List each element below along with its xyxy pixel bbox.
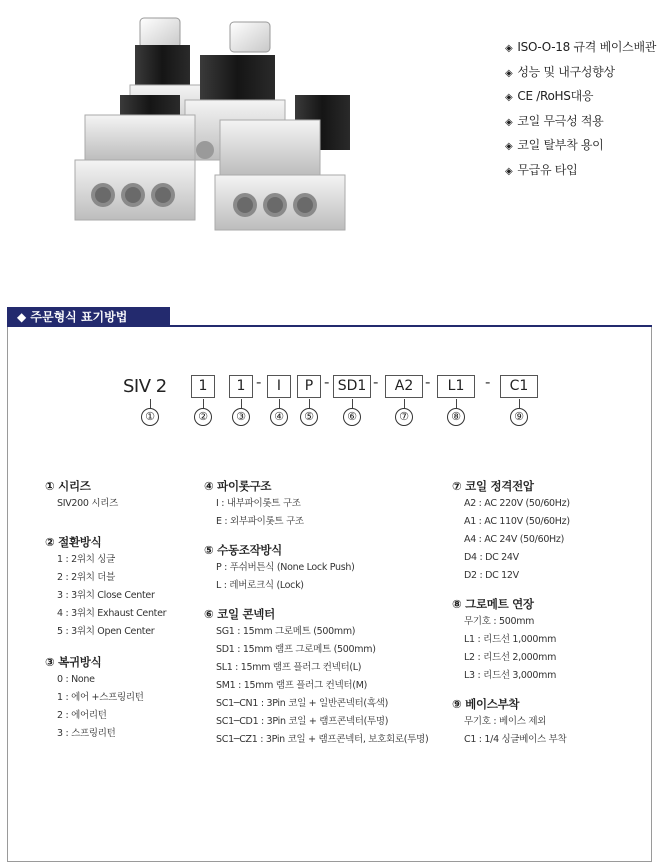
code-dash: - xyxy=(256,373,262,391)
code-stem xyxy=(150,399,151,408)
code-box-connector: SD1 xyxy=(333,375,371,398)
spec-item: D4 : DC 24V xyxy=(464,552,519,563)
code-dash: - xyxy=(373,373,379,391)
spec-group-return xyxy=(45,653,205,743)
spec-column-3 xyxy=(452,477,642,749)
code-index: ④ xyxy=(270,408,288,426)
spec-item: 2 : 에어리턴 xyxy=(57,710,107,721)
spec-item: A2 : AC 220V (50/60Hz) xyxy=(464,498,570,509)
code-stem xyxy=(519,399,520,408)
feature-list xyxy=(505,36,656,183)
spec-group-pilot xyxy=(204,477,444,531)
spec-item: SC1─CN1 : 3Pin 코일 + 일반콘넥터(흑색) xyxy=(216,698,389,709)
spec-item: I : 내부파이롯트 구조 xyxy=(216,498,301,509)
spec-item: L1 : 리드선 1,000mm xyxy=(464,634,557,645)
spec-group-series xyxy=(45,477,205,513)
spec-item: SIV200 시리즈 xyxy=(57,498,119,509)
spec-item: 무기호 : 500mm xyxy=(464,616,535,627)
section-title: ◆ 주문형식 표기방법 xyxy=(7,307,170,327)
feature-item: ◈ CE /RoHS대응 xyxy=(505,89,594,103)
spec-item: C1 : 1/4 싱글베이스 부착 xyxy=(464,734,567,745)
spec-item: 0 : None xyxy=(57,674,95,685)
spec-group-connector xyxy=(204,605,444,749)
diamond-bullet-icon: ◈ xyxy=(505,116,513,128)
spec-heading: ① 시리즈 xyxy=(45,479,91,493)
spec-item: P : 푸쉬버튼식 (None Lock Push) xyxy=(216,562,355,573)
code-stem xyxy=(352,399,353,408)
spec-item: SC1─CZ1 : 3Pin 코일 + 램프콘넥터, 보호회로(투명) xyxy=(216,734,429,745)
spec-item: SG1 : 15mm 그로메트 (500mm) xyxy=(216,626,356,637)
diamond-bullet-icon: ◈ xyxy=(505,141,513,152)
spec-item: 무기호 : 베이스 제외 xyxy=(464,716,547,727)
diamond-bullet-icon: ◈ xyxy=(505,67,513,79)
spec-heading: ⑥ 코일 콘넥터 xyxy=(204,607,275,621)
spec-item: L3 : 리드선 3,000mm xyxy=(464,670,557,681)
model-prefix: SIV 2 xyxy=(123,376,167,397)
spec-heading: ⑦ 코일 정격전압 xyxy=(452,479,534,493)
spec-item: SD1 : 15mm 램프 그로메트 (500mm) xyxy=(216,644,376,655)
code-box-switching: 1 xyxy=(191,375,215,398)
code-box-grommet: L1 xyxy=(437,375,475,398)
product-photo xyxy=(55,0,375,240)
diamond-bullet-icon: ◈ xyxy=(505,43,513,54)
spec-item: 3 : 스프링리턴 xyxy=(57,728,116,739)
spec-item: E : 외부파이롯트 구조 xyxy=(216,516,304,527)
code-index: ⑧ xyxy=(447,408,465,426)
spec-group-grommet xyxy=(452,595,642,685)
code-box-base: C1 xyxy=(500,375,538,398)
code-index: ⑤ xyxy=(300,408,318,426)
feature-item: ◈ 무급유 타입 xyxy=(505,162,578,177)
spec-item: 1 : 2위치 싱글 xyxy=(57,554,116,565)
code-box-manual: P xyxy=(297,375,321,398)
spec-item: SC1─CD1 : 3Pin 코일 + 램프콘넥터(투명) xyxy=(216,716,389,727)
spec-group-manual xyxy=(204,541,444,595)
spec-item: 4 : 3위치 Exhaust Center xyxy=(57,608,167,619)
spec-heading: ⑨ 베이스부착 xyxy=(452,697,520,711)
feature-item: ◈ 코일 탈부착 용이 xyxy=(505,138,604,152)
spec-item: SL1 : 15mm 램프 플러그 컨넥터(L) xyxy=(216,662,362,673)
code-dash: - xyxy=(485,373,491,391)
spec-item: SM1 : 15mm 램프 플러그 컨넥터(M) xyxy=(216,680,367,691)
spec-item: L : 레버로크식 (Lock) xyxy=(216,580,304,591)
spec-heading: ③ 복귀방식 xyxy=(45,655,102,669)
spec-heading: ⑧ 그로메트 연장 xyxy=(452,597,534,611)
code-index: ⑥ xyxy=(343,408,361,426)
spec-group-base xyxy=(452,695,642,749)
spec-heading: ④ 파이롯구조 xyxy=(204,479,272,493)
spec-heading: ② 절환방식 xyxy=(45,535,102,549)
code-dash: - xyxy=(324,373,330,391)
spec-column-1 xyxy=(45,477,205,743)
code-box-return: 1 xyxy=(229,375,253,398)
spec-group-voltage xyxy=(452,477,642,585)
code-index: ② xyxy=(194,408,212,426)
feature-item: ◈ ISO-O-18 규격 베이스배관 xyxy=(505,40,657,54)
code-stem xyxy=(309,399,310,408)
code-stem xyxy=(404,399,405,408)
code-index: ⑨ xyxy=(510,408,528,426)
spec-group-switching xyxy=(45,533,205,641)
diamond-bullet-icon: ◈ xyxy=(505,165,513,177)
spec-item: 2 : 2위치 더블 xyxy=(57,572,116,583)
code-index: ③ xyxy=(232,408,250,426)
spec-item: 1 : 에어 +스프링리턴 xyxy=(57,692,144,703)
spec-column-2 xyxy=(204,477,444,749)
spec-item: 3 : 3위치 Close Center xyxy=(57,590,155,601)
code-index: ① xyxy=(141,408,159,426)
feature-item: ◈ 코일 무극성 적용 xyxy=(505,113,604,128)
spec-item: A1 : AC 110V (50/60Hz) xyxy=(464,516,570,527)
spec-item: D2 : DC 12V xyxy=(464,570,519,581)
code-index: ⑦ xyxy=(395,408,413,426)
code-dash: - xyxy=(425,373,431,391)
diamond-bullet-icon: ◈ xyxy=(505,92,513,103)
code-stem xyxy=(203,399,204,408)
code-stem xyxy=(279,399,280,408)
code-stem xyxy=(456,399,457,408)
spec-item: 5 : 3위치 Open Center xyxy=(57,626,155,637)
spec-item: L2 : 리드선 2,000mm xyxy=(464,652,557,663)
code-box-pilot: I xyxy=(267,375,291,398)
spec-heading: ⑤ 수동조작방식 xyxy=(204,543,282,557)
spec-item: A4 : AC 24V (50/60Hz) xyxy=(464,534,564,545)
code-box-voltage: A2 xyxy=(385,375,423,398)
feature-item: ◈ 성능 및 내구성향상 xyxy=(505,64,615,79)
code-stem xyxy=(241,399,242,408)
